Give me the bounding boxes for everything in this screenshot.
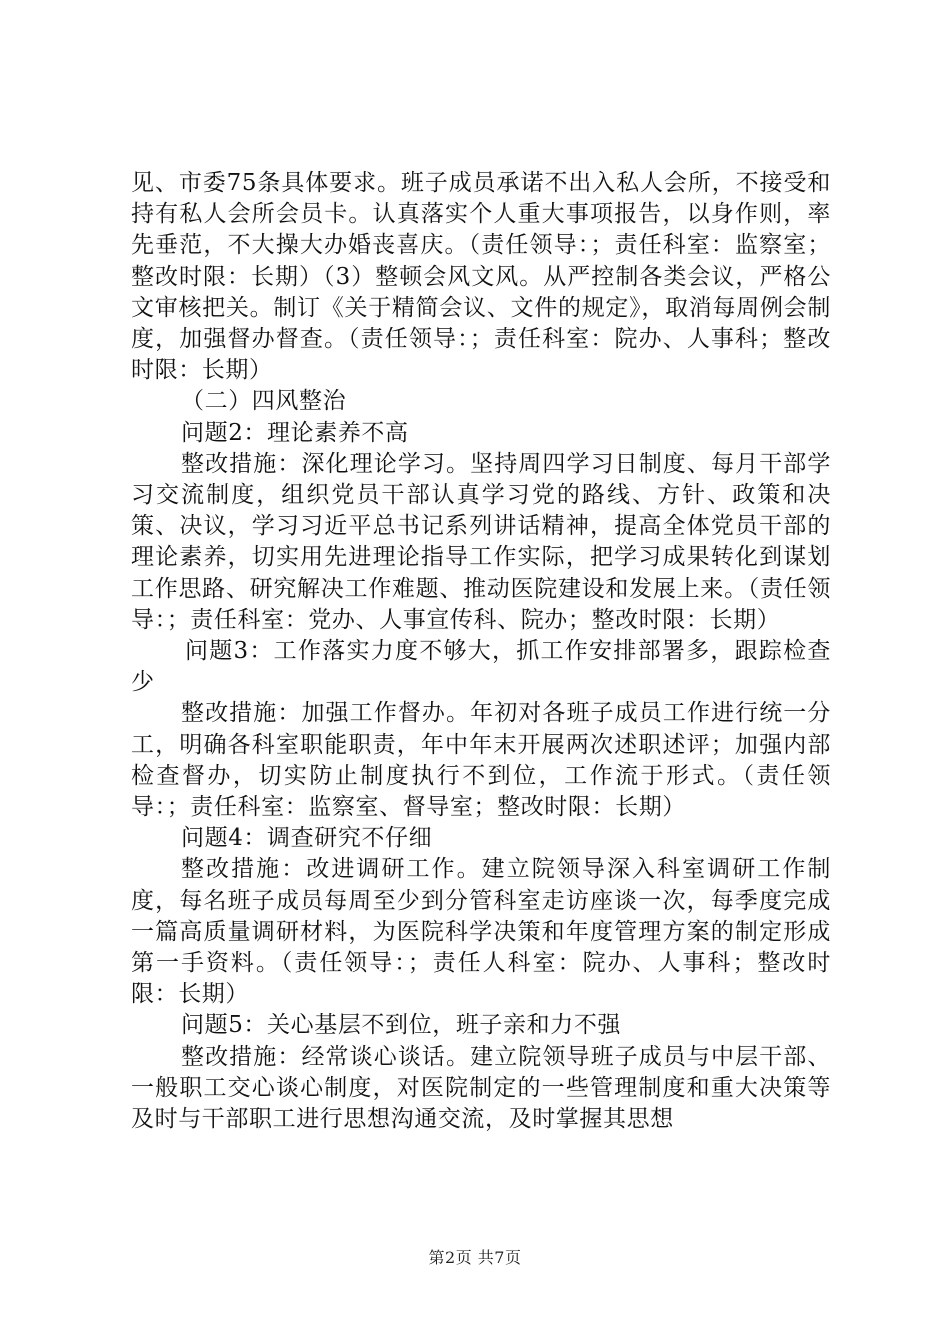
paragraph-continuation: 见、市委75条具体要求。班子成员承诺不出入私人会所，不接受和持有私人会所会员卡。认真落实个人重大事项报告，以身作则，率先垂范，不大操大办婚丧喜庆。（责任领导：；责任科室：监察室；整改时限：长期）（3）整顿会风文风。从严控制各类会议，严格公文审核把关。制订《关于精简会议、文件的规定》，取消每周例会制度，加强督办督查。（责任领导：；责任科室：院办、人事科；整改时限：长期） xyxy=(131,170,831,384)
measure-paragraph: 整改措施：经常谈心谈话。建立院领导班子成员与中层干部、一般职工交心谈心制度，对医院制定的一些管理制度和重大决策等及时与干部职工进行思想沟通交流，及时掌握其思想 xyxy=(131,1043,831,1133)
issue-heading: 问题4：调查研究不仔细 xyxy=(181,825,433,852)
measure-paragraph: 整改措施：改进调研工作。建立院领导深入科室调研工作制度，每名班子成员每周至少到分管科室走访座谈一次，每季度完成一篇高质量调研材料，为医院科学决策和年度管理方案的制定形成第一手资料。（责任领导：；责任人科室：院办、人事科；整改时限：长期） xyxy=(131,856,831,1008)
measure-paragraph: 整改措施：加强工作督办。年初对各班子成员工作进行统一分工，明确各科室职能职责，年中年末开展两次述职述评；加强内部检查督办，切实防止制度执行不到位，工作流于形式。（责任领导：；责任科室：监察室、督导室；整改时限：长期） xyxy=(131,700,831,821)
document-body xyxy=(131,168,831,1135)
section-heading: （二）四风整治 xyxy=(181,388,347,415)
issue-heading: 问题5：关心基层不到位，班子亲和力不强 xyxy=(181,1012,622,1039)
measure-paragraph: 整改措施：深化理论学习。坚持周四学习日制度、每月干部学习交流制度，组织党员干部认真学习党的路线、方针、政策和决策、决议，学习习近平总书记系列讲话精神，提高全体党员干部的理论素养，切实用先进理论指导工作实际，把学习成果转化到谋划工作思路、研究解决工作难题、推动医院建设和发展上来。（责任领导：；责任科室：党办、人事宣传科、院办；整改时限：长期） xyxy=(131,450,831,633)
issue-heading: 问题2：理论素养不高 xyxy=(181,419,409,446)
issue-heading: 问题3：工作落实力度不够大，抓工作安排部署多，跟踪检查少 xyxy=(131,638,831,696)
page-number-footer: 第2页 共7页 xyxy=(428,1248,522,1267)
